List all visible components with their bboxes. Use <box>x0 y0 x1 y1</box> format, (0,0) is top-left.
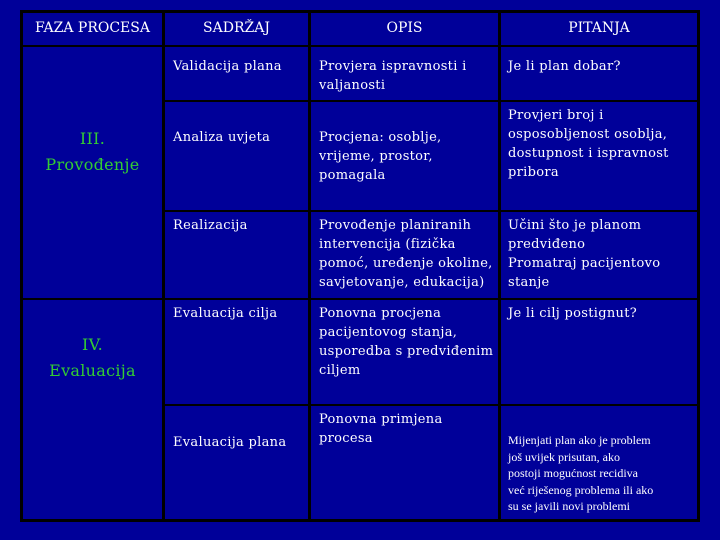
opis-cell <box>319 410 443 448</box>
opis-cell <box>319 57 467 95</box>
opis-line: savjetovanje, edukacija) <box>319 275 485 290</box>
pitanja-cell <box>508 304 637 323</box>
pitanja-line: Učini što je planom <box>508 218 642 233</box>
pitanja-line: još uvijek prisutan, ako <box>508 449 620 464</box>
pitanja-line: su se javili novi problemi <box>508 499 630 513</box>
opis-cell <box>319 128 442 185</box>
table-border-bottom <box>20 519 700 522</box>
phase-number: IV. <box>81 335 104 354</box>
phase-name: Provođenje <box>45 155 140 174</box>
table-border-top <box>20 10 700 13</box>
pitanja-line: već riješenog problema ili ako <box>508 482 654 497</box>
pitanja-cell <box>508 216 660 292</box>
opis-line: pomoć, uređenje okoline, <box>319 256 493 271</box>
sadrzaj-cell: Evaluacija plana <box>173 435 287 450</box>
pitanja-cell <box>508 57 621 76</box>
pitanja-line: stanje <box>508 275 550 290</box>
pitanja-line: Je li cilj postignut? <box>508 306 638 321</box>
row-divider-4 <box>162 404 700 406</box>
header-faza-procesa: FAZA PROCESA <box>35 20 150 36</box>
phase-number: III. <box>79 129 106 148</box>
opis-line: Ponovna procjena <box>319 306 442 321</box>
pitanja-cell <box>508 432 653 515</box>
header-opis: OPIS <box>386 20 423 36</box>
opis-line: usporedba s predviđenim <box>319 344 494 359</box>
opis-cell <box>319 304 493 380</box>
table-border-left <box>20 10 23 522</box>
column-divider-1 <box>162 10 165 522</box>
header-divider <box>20 45 700 47</box>
pitanja-line: Provjeri broj i <box>508 108 604 123</box>
opis-line: Procjena: osoblje, <box>319 130 442 145</box>
sadrzaj-cell: Analiza uvjeta <box>173 130 271 145</box>
header-pitanja: PITANJA <box>568 20 630 36</box>
opis-line: ciljem <box>319 363 361 378</box>
sadrzaj-cell: Validacija plana <box>173 59 282 74</box>
opis-line: vrijeme, prostor, <box>319 149 433 164</box>
pitanja-line: Je li plan dobar? <box>508 59 621 74</box>
sadrzaj-cell: Evaluacija cilja <box>173 306 278 321</box>
pitanja-line: predviđeno <box>508 237 586 252</box>
pitanja-cell <box>508 106 669 182</box>
opis-line: intervencija (fizička <box>319 237 456 252</box>
pitanja-line: Mijenjati plan ako je problem <box>508 433 651 447</box>
phase-provodenje <box>23 126 162 178</box>
opis-line: Provođenje planiranih <box>319 218 472 233</box>
column-divider-2 <box>308 10 311 522</box>
row-divider-1 <box>162 100 700 102</box>
opis-line: Provjera ispravnosti i <box>319 59 467 74</box>
opis-line: valjanosti <box>319 78 386 93</box>
row-divider-2 <box>162 210 700 212</box>
sadrzaj-cell: Realizacija <box>173 218 248 233</box>
phase-name: Evaluacija <box>49 361 136 380</box>
column-divider-3 <box>498 10 501 522</box>
phase-divider <box>20 298 165 300</box>
row-divider-3 <box>162 298 700 300</box>
opis-line: procesa <box>319 431 373 446</box>
pitanja-line: osposobljenost osoblja, <box>508 127 668 142</box>
table-border-right <box>697 10 700 522</box>
opis-cell <box>319 216 493 292</box>
opis-line: pomagala <box>319 168 386 183</box>
opis-line: pacijentovog stanja, <box>319 325 458 340</box>
phase-evaluacija <box>23 332 162 384</box>
opis-line: Ponovna primjena <box>319 412 443 427</box>
pitanja-line: postoji mogućnost recidiva <box>508 466 638 480</box>
pitanja-line: dostupnost i ispravnost <box>508 146 669 161</box>
pitanja-line: pribora <box>508 165 559 180</box>
pitanja-line: Promatraj pacijentovo <box>508 256 661 271</box>
header-sadrzaj: SADRŽAJ <box>203 20 270 36</box>
